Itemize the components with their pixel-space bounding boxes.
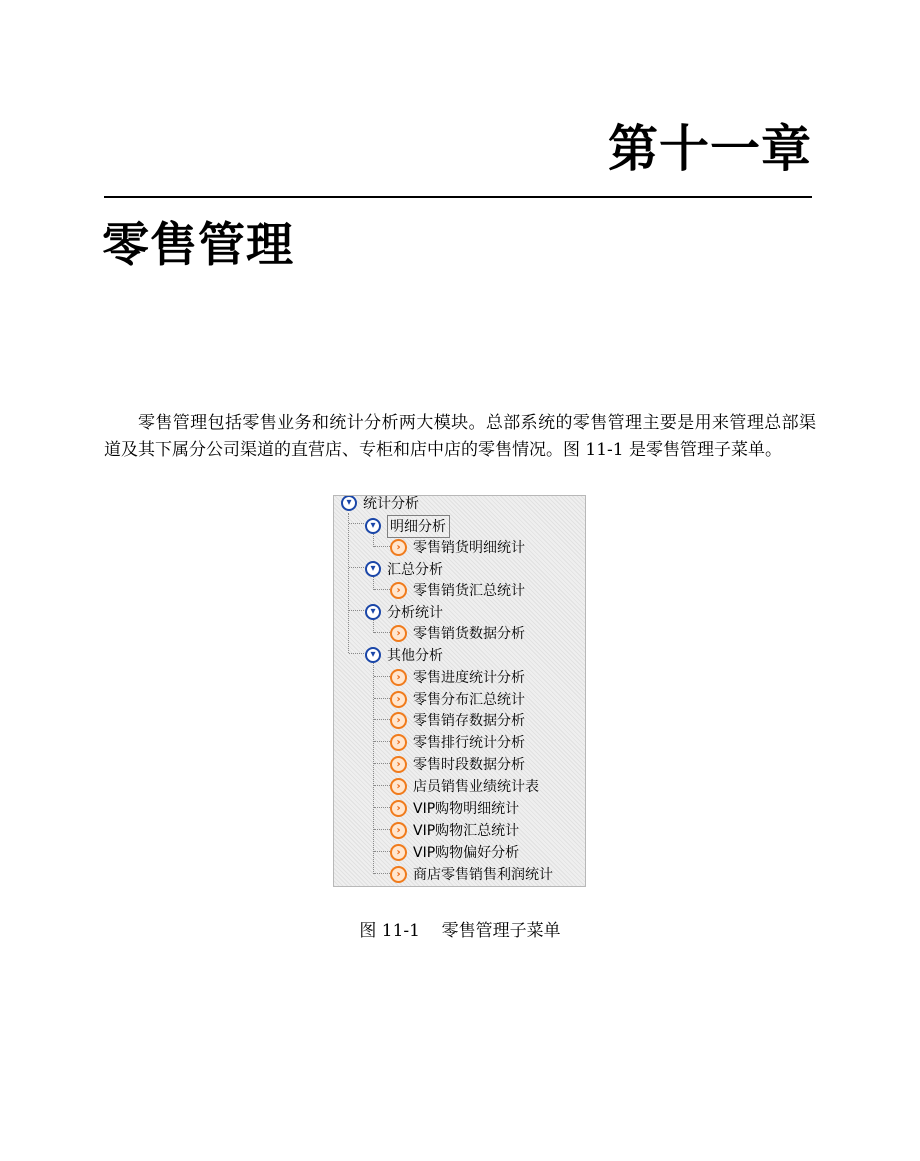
tree-guide-group-1 — [349, 523, 364, 524]
report-arrow-icon: › — [390, 844, 407, 861]
tree-guide-item-4-6 — [374, 785, 390, 786]
tree-group-summary-analysis[interactable] — [365, 559, 443, 579]
tree-item-label: 零售时段数据分析 — [413, 757, 525, 773]
tree-item-retail-inventory[interactable] — [390, 710, 525, 730]
report-arrow-icon: › — [390, 778, 407, 795]
tree-guide-item-4-10 — [374, 873, 390, 874]
chapter-number: 第十一章 — [608, 120, 812, 178]
tree-item-store-retail-profit[interactable] — [390, 864, 553, 884]
report-arrow-icon: › — [390, 712, 407, 729]
tree-guide-item-4-5 — [374, 763, 390, 764]
tree-item-label: 零售分布汇总统计 — [413, 692, 525, 708]
tree-item-label: 零售销货汇总统计 — [413, 583, 525, 599]
report-arrow-icon: › — [390, 822, 407, 839]
tree-item-retail-sales-detail[interactable] — [390, 537, 525, 557]
report-arrow-icon: › — [390, 669, 407, 686]
tree-guide-group-4 — [349, 653, 364, 654]
tree-item-label: 零售进度统计分析 — [413, 670, 525, 686]
tree-guide-group-3 — [349, 610, 364, 611]
expand-down-icon: ▾ — [365, 647, 381, 663]
tree-group-other-analysis[interactable] — [365, 645, 443, 665]
tree-item-clerk-performance[interactable] — [390, 776, 539, 796]
report-arrow-icon: › — [390, 866, 407, 883]
tree-item-vip-purchase-summary[interactable] — [390, 820, 519, 840]
tree-item-vip-purchase-detail[interactable] — [390, 798, 519, 818]
tree-guide-item-4-4 — [374, 741, 390, 742]
tree-item-label: VIP购物明细统计 — [413, 801, 520, 817]
tree-item-label: 店员销售业绩统计表 — [413, 779, 539, 795]
tree-item-label: 零售销货明细统计 — [413, 540, 525, 556]
tree-item-retail-time-period[interactable] — [390, 754, 525, 774]
tree-item-retail-distribution[interactable] — [390, 689, 525, 709]
tree-guide-item-4-2 — [374, 698, 390, 699]
tree-item-label: VIP购物偏好分析 — [413, 845, 520, 861]
tree-item-label: 商店零售销售利润统计 — [413, 867, 553, 883]
tree-item-label: 零售销存数据分析 — [413, 713, 525, 729]
report-arrow-icon: › — [390, 582, 407, 599]
intro-paragraph: 零售管理包括零售业务和统计分析两大模块。总部系统的零售管理主要是用来管理总部渠道及其下属分公司渠道的直营店、专柜和店中店的零售情况。图 11-1 是零售管理子菜单。 — [104, 413, 816, 460]
tree-item-label: VIP购物汇总统计 — [413, 823, 520, 839]
tree-item-retail-sales-data-analysis[interactable] — [390, 623, 525, 643]
expand-down-icon: ▾ — [365, 561, 381, 577]
report-arrow-icon: › — [390, 691, 407, 708]
tree-group-label: 分析统计 — [387, 605, 443, 621]
tree-item-vip-purchase-preference[interactable] — [390, 842, 519, 862]
expand-down-icon: ▾ — [341, 495, 357, 511]
report-arrow-icon: › — [390, 539, 407, 556]
tree-guide-item-3-1 — [374, 632, 390, 633]
tree-root-label: 统计分析 — [363, 496, 419, 512]
tree-group-detail-analysis[interactable] — [365, 516, 450, 536]
tree-guide-item-4-1 — [374, 676, 390, 677]
chapter-title: 零售管理 — [102, 218, 294, 273]
tree-item-retail-ranking[interactable] — [390, 732, 525, 752]
report-arrow-icon: › — [390, 800, 407, 817]
report-arrow-icon: › — [390, 625, 407, 642]
report-arrow-icon: › — [390, 756, 407, 773]
report-arrow-icon: › — [390, 734, 407, 751]
tree-item-label: 零售排行统计分析 — [413, 735, 525, 751]
tree-guide-root-trunk — [348, 513, 349, 653]
tree-guide-item-2-1 — [374, 589, 390, 590]
tree-guide-item-1-1 — [374, 546, 390, 547]
chapter-divider — [104, 196, 812, 198]
tree-guide-item-4-3 — [374, 719, 390, 720]
tree-group-label: 其他分析 — [387, 648, 443, 664]
figure-caption: 图 11-1 零售管理子菜单 — [359, 921, 561, 941]
retail-submenu-figure — [333, 495, 586, 887]
tree-item-retail-sales-summary[interactable] — [390, 580, 525, 600]
tree-root[interactable] — [341, 495, 419, 513]
expand-down-icon: ▾ — [365, 604, 381, 620]
tree-guide-item-4-7 — [374, 807, 390, 808]
tree-guide-item-4-8 — [374, 829, 390, 830]
tree-guide-group-2 — [349, 567, 364, 568]
tree-group-label: 明细分析 — [387, 515, 450, 538]
tree-item-retail-progress[interactable] — [390, 667, 525, 687]
tree-group-analysis-statistics[interactable] — [365, 602, 443, 622]
tree-group-label: 汇总分析 — [387, 562, 443, 578]
tree-item-label: 零售销货数据分析 — [413, 626, 525, 642]
tree-guide-item-4-9 — [374, 851, 390, 852]
tree-guide-group-4-trunk — [373, 663, 374, 874]
expand-down-icon: ▾ — [365, 518, 381, 534]
